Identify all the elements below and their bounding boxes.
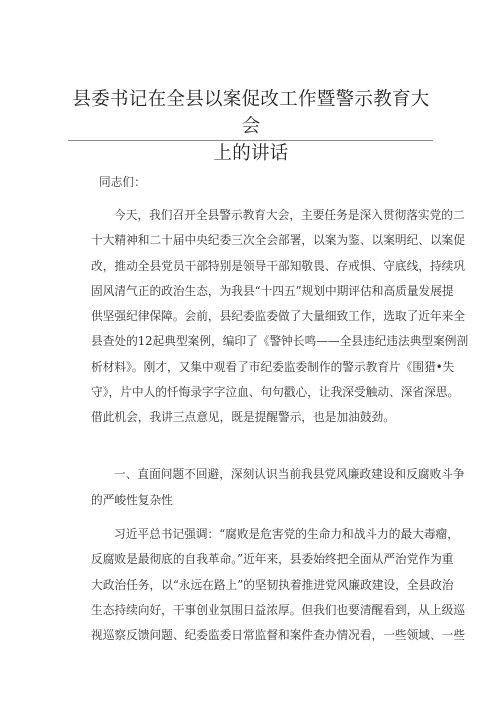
text-line: 一、直面问题不回避，深刻认识当前我县党风廉政建设和反腐败斗争 bbox=[114, 467, 465, 481]
text-line: 析材料》。刚才，又集中观看了市纪委监委制作的警示教育片《围猎•失 bbox=[91, 359, 455, 374]
text-line: 大政治任务，以“永远在路上”的坚韧执着推进党风廉政建设，全县政治 bbox=[91, 577, 454, 592]
salutation: 同志们： bbox=[99, 175, 146, 189]
title-divider bbox=[68, 140, 433, 141]
paragraph-opening bbox=[68, 203, 469, 431]
text-line: 借此机会，我讲三点意见，既是提醒警示，也是加油鼓劲。 bbox=[91, 410, 395, 425]
text-line: 十大精神和二十届中央纪委三次全会部署，以案为鉴、以案明纪、以案促 bbox=[91, 233, 466, 248]
text-line: 守》，片中人的忏悔录字字泣血、句句戳心，让我深受触动、深省深思。 bbox=[91, 385, 460, 400]
text-line: 固风清气正的政治生态，为我县“十四五”规划中期评估和高质量发展提 bbox=[91, 283, 454, 298]
text-line: 反腐败是最彻底的自我革命。”近年来，县委始终把全面从严治党作为重 bbox=[91, 552, 454, 567]
title-line-2: 上的讲话 bbox=[213, 143, 289, 164]
section-heading-1 bbox=[68, 461, 465, 513]
title-line-1: 县委书记在全县以案促改工作暨警示教育大会 bbox=[72, 89, 430, 137]
text-line: 供坚强纪律保障。会前，县纪委监委做了大量细致工作，选取了近年来全 bbox=[91, 309, 466, 324]
text-line: 改，推动全县党员干部特别是领导干部知敬畏、存戒惧、守底线，持续巩 bbox=[91, 258, 466, 273]
text-line: 生态持续向好，干事创业氛围日益浓厚。但我们也要清醒看到，从上级巡 bbox=[91, 602, 466, 617]
text-line: 视巡察反馈问题、纪委监委日常监督和案件查办情况看，一些领域、一些 bbox=[91, 628, 466, 643]
text-line: 今天，我们召开全县警示教育大会，主要任务是深入贯彻落实党的二 bbox=[114, 208, 465, 222]
text-line: 县查处的12起典型案例，编印了《警钟长鸣——全县违纪违法典型案例剖 bbox=[91, 334, 469, 349]
text-line: 的严峻性复杂性 bbox=[91, 493, 173, 507]
text-line: 习近平总书记强调：“腐败是危害党的生命力和战斗力的最大毒瘤， bbox=[114, 527, 459, 541]
document-title bbox=[68, 86, 434, 167]
paragraph-section-1 bbox=[68, 522, 466, 648]
